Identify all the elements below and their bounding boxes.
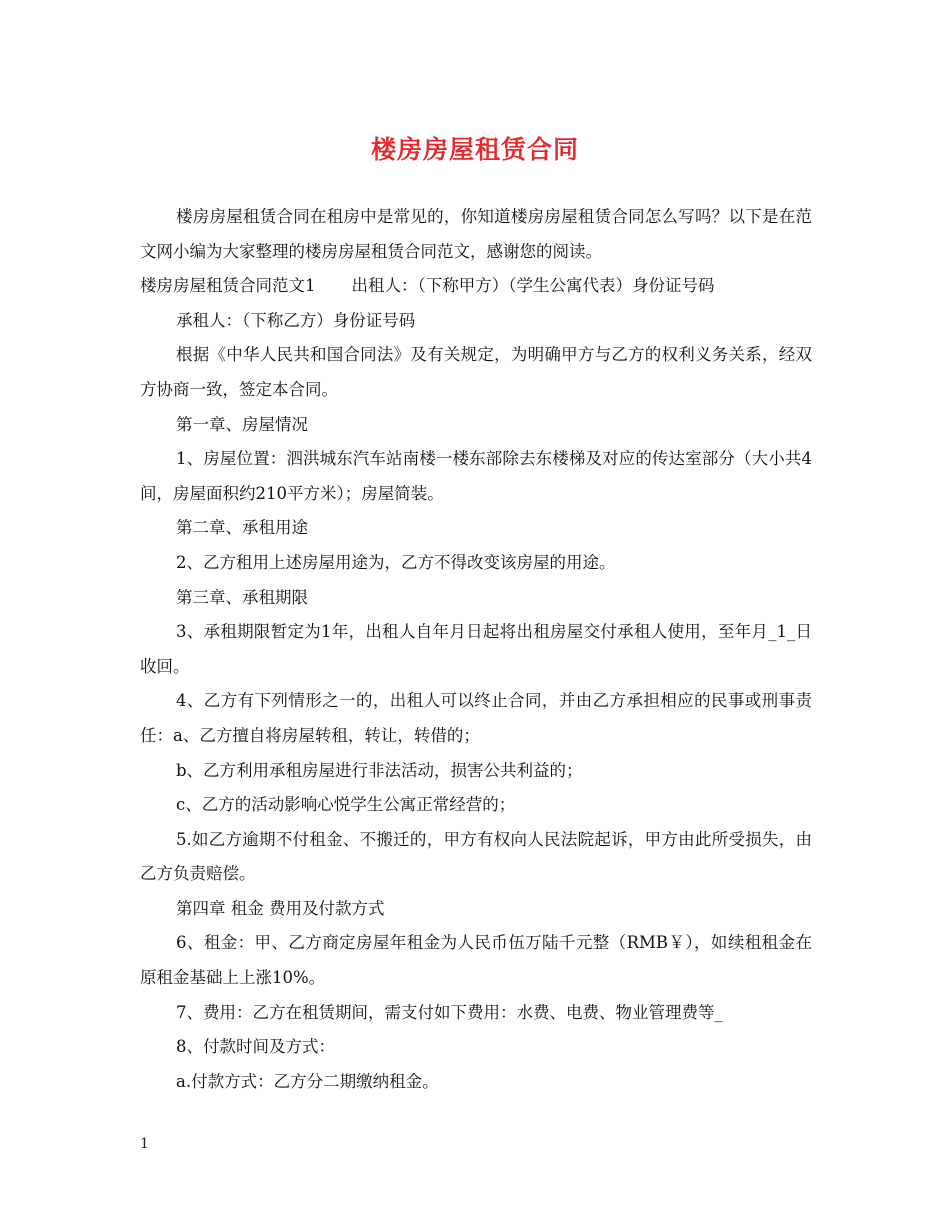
document-title: 楼房房屋租赁合同: [370, 135, 579, 164]
document-body: [140, 200, 812, 1099]
chapter-4-heading: 第四章 租金 费用及付款方式: [176, 898, 385, 918]
chapter-2-heading: 第二章、承租用途: [176, 518, 308, 538]
clause-8: 8、付款时间及方式：: [176, 1037, 335, 1057]
paragraph-lessee: 承租人：（下称乙方）身份证号码: [176, 310, 416, 330]
clause-8-a: a.付款方式：乙方分二期缴纳租金。: [176, 1071, 439, 1091]
clause-5: 5.如乙方逾期不付租金、不搬迁的，甲方有权向人民法院起诉，甲方由此所受损失，由乙方负责赔偿。: [140, 829, 812, 884]
lessor-line: 出租人：（下称甲方）（学生公寓代表）身份证号码: [351, 276, 715, 296]
paragraph-sample-heading: [140, 269, 812, 304]
paragraph-basis: 根据《中华人民共和国合同法》及有关规定，为明确甲方与乙方的权利义务关系，经双方协商一致，签定本合同。: [140, 345, 812, 399]
clause-4-b: b、乙方利用承租房屋进行非法活动，损害公共利益的；: [176, 760, 583, 780]
page-number: 1: [140, 1136, 149, 1152]
clause-6: 6、租金：甲、乙方商定房屋年租金为人民币伍万陆千元整（RMB￥），如续租租金在原租金基础上上涨10%。: [140, 933, 812, 988]
chapter-3-heading: 第三章、承租期限: [176, 587, 308, 607]
clause-3: 3、承租期限暂定为1年，出租人自年月日起将出租房屋交付承租人使用，至年月_1_日收回。: [140, 622, 812, 676]
clause-7: 7、费用：乙方在租赁期间，需支付如下费用：水费、电费、物业管理费等_: [176, 1002, 723, 1022]
clause-4: 4、乙方有下列情形之一的，出租人可以终止合同，并由乙方承担相应的民事或刑事责任：a、乙方擅自将房屋转租，转让，转借的；: [140, 691, 812, 745]
sample-title: 楼房房屋租赁合同范文1: [140, 276, 316, 296]
paragraph-intro: 楼房房屋租赁合同在租房中是常见的，你知道楼房房屋租赁合同怎么写吗？以下是在范文网小编为大家整理的楼房房屋租赁合同范文，感谢您的阅读。: [140, 207, 812, 261]
clause-2: 2、乙方租用上述房屋用途为，乙方不得改变该房屋的用途。: [176, 552, 616, 572]
clause-1: 1、房屋位置：泗洪城东汽车站南楼一楼东部除去东楼梯及对应的传达室部分（大小共4间，房屋面积约210平方米）；房屋简装。: [140, 449, 812, 503]
chapter-1-heading: 第一章、房屋情况: [176, 414, 308, 434]
clause-4-c: c、乙方的活动影响心悦学生公寓正常经营的；: [176, 795, 516, 815]
